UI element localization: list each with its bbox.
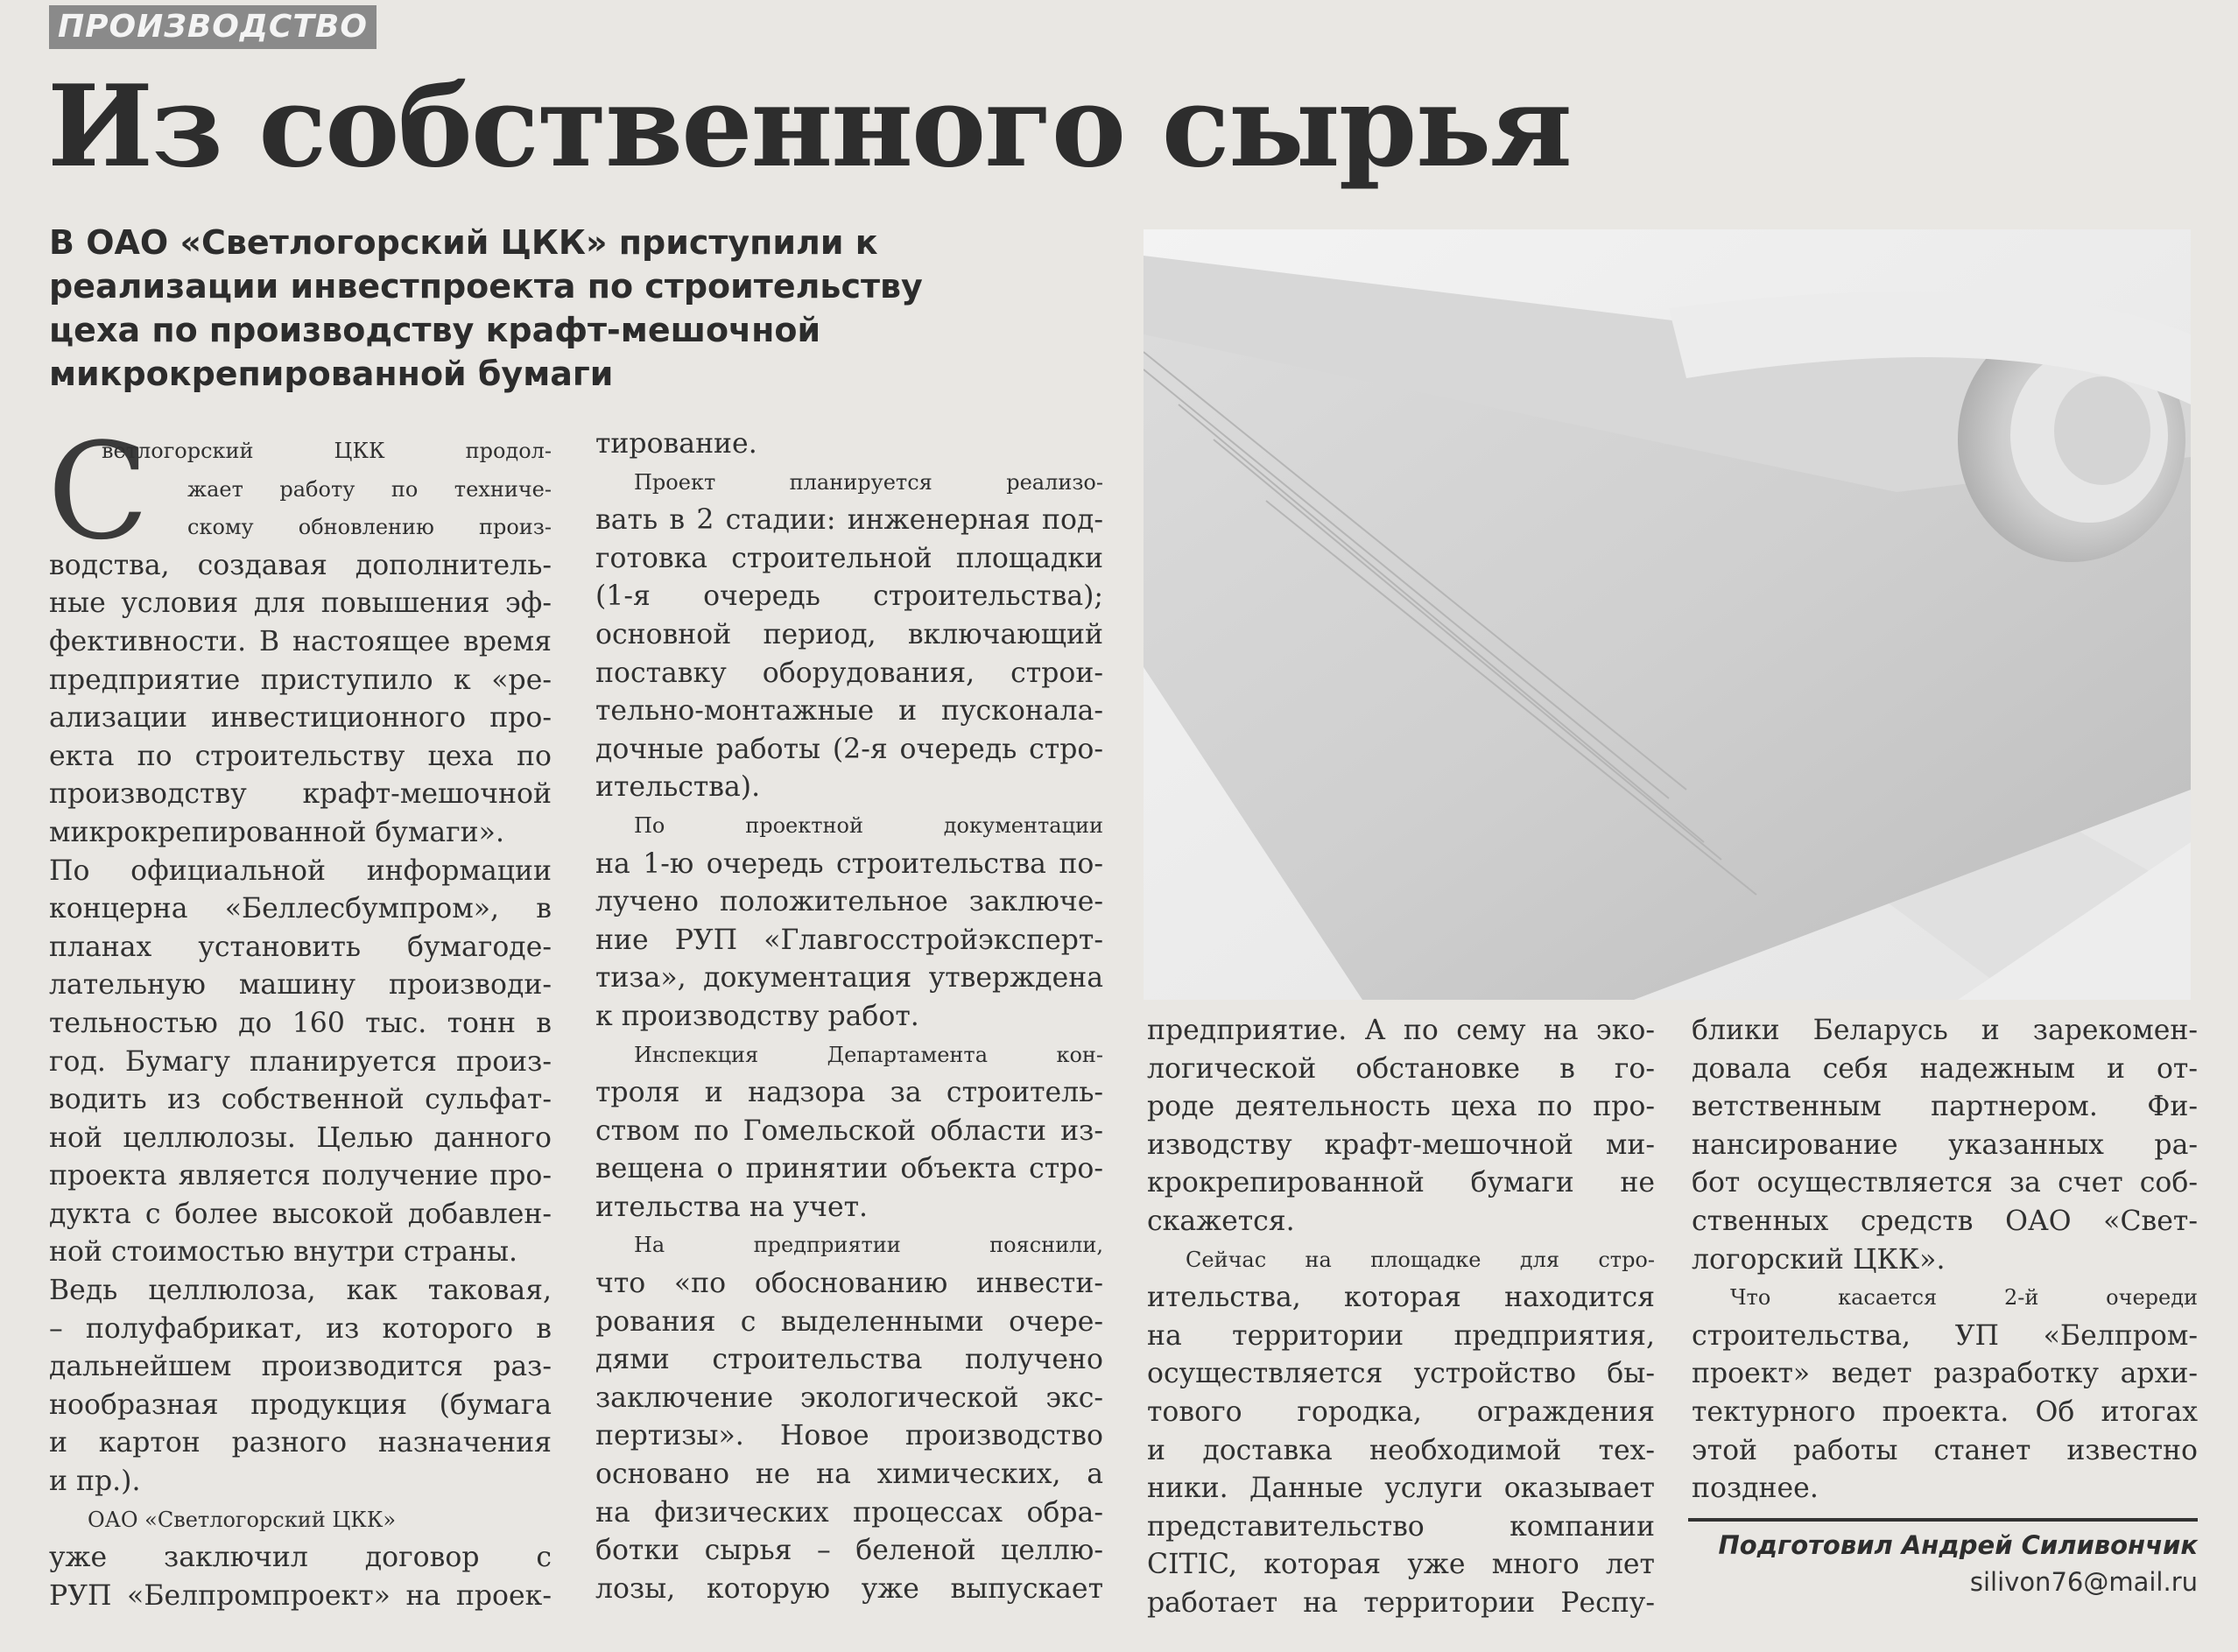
article-line: На предприятии пояснили, <box>634 1233 1103 1258</box>
article-line: и пр.). <box>49 1466 141 1498</box>
article-line: дочные работы (2-я очередь стро- <box>595 733 1103 765</box>
article-line: рования с выделенными очере- <box>595 1305 1103 1338</box>
article-line: бот осуществляется за счет соб- <box>1692 1167 2198 1199</box>
article-line: строительства, УП «Белпром- <box>1692 1319 2198 1352</box>
article-line: ные условия для повышения эф- <box>49 587 552 620</box>
text-column-2 <box>595 425 1103 1608</box>
article-line: РУП «Белпромпроект» на проек- <box>49 1579 552 1612</box>
article-line: ственных средств ОАО «Свет- <box>1692 1205 2198 1237</box>
text-column-3 <box>1147 1012 1655 1623</box>
text-column-4 <box>1692 1012 2198 1508</box>
rubric-label: ПРОИЗВОДСТВО <box>49 5 377 49</box>
article-line: лучено положительное заключе- <box>595 886 1103 918</box>
article-line: на территории предприятия, <box>1147 1319 1655 1352</box>
article-line: тектурного проекта. Об итогах <box>1692 1395 2198 1428</box>
article-line: и картон разного назначения <box>49 1427 552 1459</box>
article-line: тирование. <box>595 428 757 460</box>
article-line: Ведь целлюлоза, как таковая, <box>49 1275 552 1307</box>
article-line: на физических процессах обра- <box>595 1496 1103 1529</box>
article-line: скому обновлению произ- <box>187 515 552 540</box>
article-line: нансирование указанных ра- <box>1692 1128 2198 1161</box>
article-line: представительство компании <box>1147 1510 1655 1543</box>
article-line: планах установить бумагоде- <box>49 931 552 963</box>
article-line: тельностью до 160 тыс. тонн в <box>49 1007 552 1039</box>
article-line: вещена о принятии объекта стро- <box>595 1153 1103 1185</box>
article-line: к производству работ. <box>595 1000 919 1032</box>
article-line: микрокрепированной бумаги». <box>49 816 504 848</box>
author-byline: Подготовил Андрей Силивончик <box>1718 1530 2198 1560</box>
article-line: довала себя надежным и от- <box>1692 1052 2198 1085</box>
article-line: изводству крафт-мешочной ми- <box>1147 1128 1655 1161</box>
article-line: тового городка, ограждения <box>1147 1395 1655 1428</box>
article-line: троля и надзора за строитель- <box>595 1077 1103 1109</box>
article-line: ством по Гомельской области из- <box>595 1114 1103 1147</box>
article-line: жает работу по техниче- <box>187 476 552 502</box>
article-line: вать в 2 стадии: инженерная под- <box>595 504 1103 537</box>
article-line: что «по обоснованию инвести- <box>595 1268 1103 1300</box>
article-line: ной стоимостью внутри страны. <box>49 1236 518 1269</box>
article-line: осуществляется устройство бы- <box>1147 1358 1655 1390</box>
paper-roll-photo <box>1144 229 2191 1000</box>
article-line: на 1-ю очередь строительства по- <box>595 847 1103 880</box>
article-line: и доставка необходимой тех- <box>1147 1434 1655 1466</box>
article-line: Сейчас на площадке для стро- <box>1186 1247 1655 1272</box>
article-line: – полуфабрикат, из которого в <box>49 1312 552 1345</box>
drop-cap: С <box>47 414 150 569</box>
article-line: ботки сырья – беленой целлю- <box>595 1535 1103 1567</box>
article-line: производству крафт-мешочной <box>49 778 552 811</box>
article-line: По официальной информации <box>49 854 552 887</box>
article-line: ительства, которая находится <box>1147 1282 1655 1314</box>
article-line: предприятие приступило к «ре- <box>49 664 552 696</box>
article-line: екта по строительству цеха по <box>49 740 552 772</box>
article-line: заключение экологической экс- <box>595 1381 1103 1414</box>
article-line: фективности. В настоящее время <box>49 625 552 657</box>
article-line: ветлогорский ЦКК продол- <box>102 439 552 463</box>
article-line: этой работы станет известно <box>1692 1434 2198 1466</box>
lead-line: В ОАО «Светлогорский ЦКК» приступили к <box>49 223 878 262</box>
article-line: лательную машину производи- <box>49 969 552 1002</box>
text-column-1 <box>47 414 552 1615</box>
article-line: ники. Данные услуги оказывает <box>1147 1473 1655 1505</box>
article-line: концерна «Беллесбумпром», в <box>49 893 552 925</box>
article-line: Инспекция Департамента кон- <box>634 1042 1103 1067</box>
article-line: дями строительства получено <box>595 1344 1103 1376</box>
article-lead <box>49 221 977 396</box>
article-line: тельно-монтажные и пусконала- <box>595 695 1103 728</box>
article-line: По проектной документации <box>634 812 1103 838</box>
article-line: дукта с более высокой добавлен- <box>49 1198 552 1230</box>
article-line: Проект планируется реализо- <box>634 469 1103 495</box>
article-line: CITIC, которая уже много лет <box>1147 1549 1655 1581</box>
article-line: основано не на химических, а <box>595 1459 1103 1491</box>
lead-line: микрокрепированной бумаги <box>49 355 614 393</box>
article-line: ительства на учет. <box>595 1191 869 1223</box>
article-line: ние РУП «Главгосстройэксперт- <box>595 924 1103 956</box>
article-headline: Из собственного сырья <box>47 61 1571 193</box>
article-line: скажется. <box>1147 1205 1295 1237</box>
article-line: (1-я очередь строительства); <box>595 580 1103 613</box>
lead-line: цеха по производству крафт-мешочной <box>49 311 821 349</box>
article-line: логической обстановке в го- <box>1147 1052 1655 1085</box>
article-line: водить из собственной сульфат- <box>49 1084 552 1116</box>
article-line: нообразная продукция (бумага <box>49 1388 552 1421</box>
article-line: проекта является получение про- <box>49 1160 552 1192</box>
article-line: логорский ЦКК». <box>1692 1243 1946 1276</box>
article-line: ветственным партнером. Фи- <box>1692 1091 2198 1123</box>
article-line: лозы, которую уже выпускает <box>595 1572 1103 1605</box>
article-line: проект» ведет разработку архи- <box>1692 1358 2198 1390</box>
article-line: ной целлюлозы. Целью данного <box>49 1121 552 1154</box>
article-line: уже заключил договор с <box>49 1542 552 1574</box>
byline-rule <box>1688 1518 2198 1522</box>
article-line: ительства). <box>595 771 761 804</box>
author-email: silivon76@mail.ru <box>1969 1567 2198 1597</box>
article-line: позднее. <box>1692 1473 1819 1505</box>
article-line: пертизы». Новое производство <box>595 1420 1103 1452</box>
article-line: водства, создавая дополнитель- <box>49 549 552 581</box>
article-line: дальнейшем производится раз- <box>49 1351 552 1383</box>
article-line: предприятие. А по сему на эко- <box>1147 1015 1655 1046</box>
article-line: крокрепированной бумаги не <box>1147 1167 1655 1199</box>
article-line: ОАО «Светлогорский ЦКК» <box>88 1507 397 1532</box>
article-line: год. Бумагу планируется произ- <box>49 1045 552 1078</box>
article-line: Что касается 2-й очереди <box>1730 1285 2198 1311</box>
article-line: работает на территории Респу- <box>1147 1586 1655 1619</box>
lead-line: реализации инвестпроекта по строительству <box>49 267 923 306</box>
article-line: роде деятельность цеха по про- <box>1147 1091 1655 1123</box>
article-line: готовка строительной площадки <box>595 542 1103 574</box>
article-line: ализации инвестиционного про- <box>49 702 552 735</box>
article-line: поставку оборудования, строи- <box>595 657 1103 689</box>
article-line: блики Беларусь и зарекомен- <box>1692 1015 2198 1046</box>
article-line: основной период, включающий <box>595 618 1103 650</box>
article-line: тиза», документация утверждена <box>595 962 1103 995</box>
